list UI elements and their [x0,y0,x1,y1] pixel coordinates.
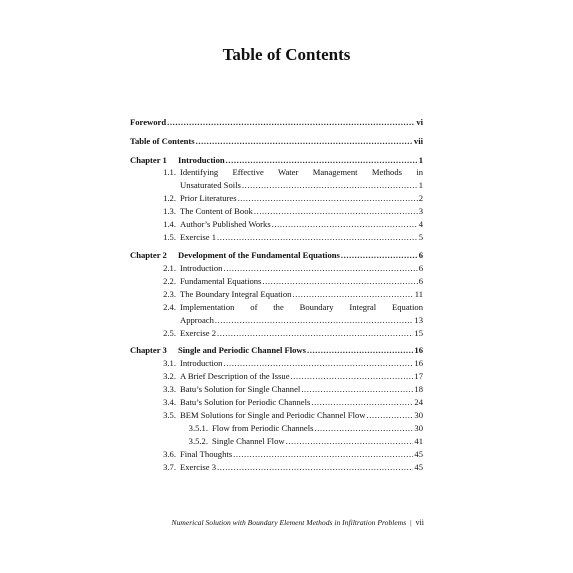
footer-separator: | [410,518,412,527]
toc-section-1-5[interactable] [130,231,423,243]
toc-entry-label: Development of the Fundamental Equations [178,250,340,260]
toc-page-number: 45 [414,449,423,459]
toc-section-2-4-continued[interactable] [130,314,423,326]
dot-leader [233,448,413,460]
dot-leader [307,344,413,356]
dot-leader [223,357,413,369]
toc-page-number: 1 [418,155,423,165]
toc-page-number: 17 [414,371,423,381]
toc-entry-label: Batu’s Solution for Periodic Channels [180,397,311,407]
dot-leader [215,314,414,326]
toc-entry-label-continued: Unsaturated Soils [180,180,241,190]
toc-entry-label: Introduction [178,155,225,165]
toc-entry-label: Introduction [180,358,223,368]
toc-entry-label: Implementation of the Boundary Integral Equation [180,302,423,312]
toc-page-number: 24 [414,397,423,407]
section-number: 3.3. [163,384,176,394]
section-number: 3.5. [163,410,176,420]
dot-leader [311,396,413,408]
section-number: 2.5. [163,328,176,338]
dot-leader [272,218,418,230]
toc-entry-label: Flow from Periodic Channels [212,423,314,433]
toc-section-3-7[interactable] [130,461,423,473]
toc-section-1-2[interactable] [130,192,423,204]
toc-page-number: 11 [414,289,423,299]
section-number: 3.1. [163,358,176,368]
section-number: 1.1. [163,167,176,177]
toc-entry-label: Foreword [130,117,167,127]
toc-page-number: 6 [418,276,423,286]
chapter-number: Chapter 2 [130,250,167,260]
toc-subsection-3-5-1[interactable] [130,422,423,434]
toc-entry-label: Final Thoughts [180,449,233,459]
toc-chapter-1[interactable] [130,154,423,166]
dot-leader [341,249,418,261]
toc-chapter-3[interactable] [130,344,423,356]
section-number: 1.2. [163,193,176,203]
dot-leader [301,383,413,395]
toc-entry-label: Batu’s Solution for Single Channel [180,384,301,394]
toc-entry-label: Prior Literatures [180,193,237,203]
toc-page-number: 30 [414,410,423,420]
dot-leader [167,116,415,128]
toc-page-number: 16 [414,345,423,355]
toc-chapter-2[interactable] [130,249,423,261]
section-number: 3.7. [163,462,176,472]
dot-leader [196,135,413,147]
dot-leader [314,422,413,434]
chapter-number: Chapter 1 [130,155,167,165]
toc-entry-label: Exercise 3 [180,462,217,472]
dot-leader [217,327,413,339]
section-number: 3.4. [163,397,176,407]
toc-entry-label: Identifying Effective Water Management Methods in [180,167,423,177]
toc-page-number: 45 [414,462,423,472]
toc-section-3-3[interactable] [130,383,423,395]
toc-page-number: 41 [414,436,423,446]
toc-entry-label: Introduction [180,263,223,273]
dot-leader [223,262,417,274]
dot-leader [366,409,413,421]
toc-section-2-3[interactable] [130,288,423,300]
toc-section-1-1-continued[interactable] [130,179,423,191]
chapter-number: Chapter 3 [130,345,167,355]
toc-section-3-2[interactable] [130,370,423,382]
toc-entry-label: Table of Contents [130,136,195,146]
toc-entry-label: BEM Solutions for Single and Periodic Channel Flow [180,410,366,420]
toc-section-2-1[interactable] [130,262,423,274]
toc-page-number: 3 [418,206,423,216]
toc-section-3-5[interactable] [130,409,423,421]
section-number: 2.2. [163,276,176,286]
toc-section-2-5[interactable] [130,327,423,339]
toc-section-1-1[interactable] [130,166,423,178]
toc-page-number: 5 [418,232,423,242]
toc-section-1-4[interactable] [130,218,423,230]
toc-page-number: 4 [418,219,423,229]
dot-leader [292,288,413,300]
toc-section-2-2[interactable] [130,275,423,287]
toc-entry-label-continued: Approach [180,315,214,325]
dot-leader [242,179,418,191]
toc-entry-label: The Boundary Integral Equation [180,289,292,299]
toc-entry-table-of-contents[interactable] [130,135,423,147]
dot-leader [226,154,418,166]
footer-page-number: vii [415,518,424,527]
toc-page-number: vii [413,136,423,146]
section-number: 3.6. [163,449,176,459]
section-number: 2.1. [163,263,176,273]
section-number: 1.5. [163,232,176,242]
toc-page-number: 15 [414,328,423,338]
dot-leader [238,192,418,204]
section-number: 3.5.1. [188,423,208,433]
toc-page-number: vi [416,117,423,127]
page-title: Table of Contents [222,45,351,64]
toc-entry-label: Single and Periodic Channel Flows [178,345,306,355]
dot-leader [262,275,417,287]
toc-page-number: 18 [414,384,423,394]
dot-leader [217,461,413,473]
toc-page-number: 30 [414,423,423,433]
toc-section-3-1[interactable] [130,357,423,369]
toc-section-3-6[interactable] [130,448,423,460]
toc-page-number: 6 [418,250,423,260]
toc-entry-label: Exercise 2 [180,328,217,338]
dot-leader [254,205,418,217]
toc-entry-label: Exercise 1 [180,232,217,242]
dot-leader [291,370,414,382]
section-number: 1.3. [163,206,176,216]
dot-leader [286,435,414,447]
dot-leader [217,231,418,243]
toc-entry-label: Fundamental Equations [180,276,262,286]
toc-entry-foreword[interactable] [130,116,423,128]
toc-section-3-4[interactable] [130,396,423,408]
toc-page-number: 13 [414,315,423,325]
section-number: 2.4. [163,302,176,312]
toc-page-number: 16 [414,358,423,368]
page-footer [0,518,424,527]
footer-book-title: Numerical Solution with Boundary Element Methods in Infiltration Problems [171,518,407,527]
section-number: 1.4. [163,219,176,229]
toc-entry-label: Author’s Published Works [180,219,271,229]
toc-entry-label: Single Channel Flow [212,436,285,446]
toc-page-number: 1 [418,180,423,190]
toc-entry-label: A Brief Description of the Issue [180,371,290,381]
toc-page-number: 6 [418,263,423,273]
section-number: 3.5.2. [188,436,208,446]
section-number: 2.3. [163,289,176,299]
toc-entry-label: The Content of Book [180,206,253,216]
toc-page-number: 2 [418,193,423,203]
toc-section-1-3[interactable] [130,205,423,217]
toc-subsection-3-5-2[interactable] [130,435,423,447]
toc-section-2-4[interactable] [130,301,423,313]
section-number: 3.2. [163,371,176,381]
